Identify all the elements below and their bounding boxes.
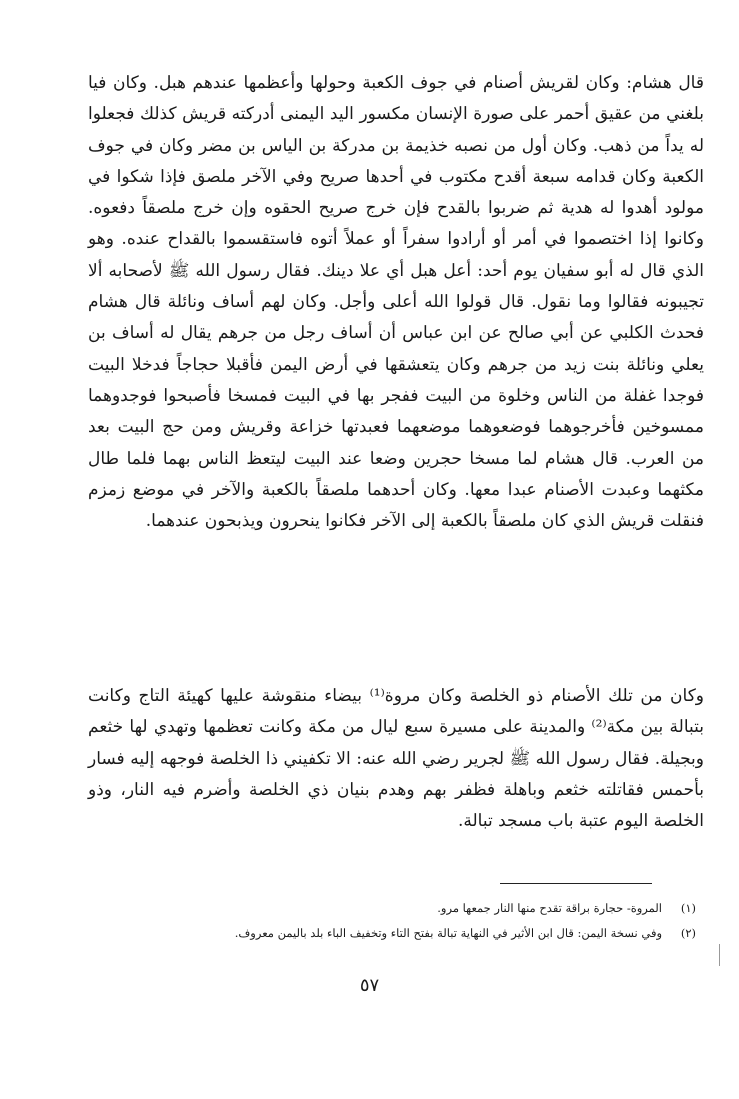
footnote-text: وفي نسخة اليمن: قال ابن الأثير في النهاية تبالة بفتح التاء وتخفيف الباء بلد باليمن معروف. bbox=[234, 926, 662, 940]
footnote-1 bbox=[88, 896, 696, 921]
body-paragraph-1: قال هشام: وكان لقريش أصنام في جوف الكعبة وحولها وأعظمها عندهم هبل. وكان فيا بلغني من عقيق أحمر على صورة الإنسان مكسور اليد اليمنى أدركته قريش كذلك فجعلوا له يداً من ذهب. وكان أول من نصبه خذيمة بن مدركة بن الياس بن مضر وكان في جوف الكعبة وكان قدامه سبعة أقدح مكتوب في أحدها صريح وفي الآخر ملصق فإذا شكوا في مولود أهدوا له هدية ثم ضربوا بالقدح فإن خرج صريح الحقوه وإن خرج ملصقاً دفعوه. وكانوا إذا اختصموا في أمر أو أرادوا سفراً أو عملاً أتوه فاستقسموا بالقداح عنده. وهو الذي قال له أبو سفيان يوم أحد: أعل هبل أي علا دينك. فقال رسول الله ﷺ لأصحابه ألا تجيبونه فقالوا وما نقول. قال قولوا الله أعلى وأجل. وكان لهم أساف ونائلة قال هشام فحدث الكلبي عن أبي صالح عن ابن عباس أن أساف رجل من جرهم يقال له أساف بن يعلي ونائلة بنت زيد من جرهم وكان يتعشقها في أرض اليمن فأقبلا حجاجاً فدخلا البيت فوجدا غفلة من الناس وخلوة من البيت ففجر بها في البيت فمسخا فأصبحوا فوجدوهما ممسوخين فأخرجوهما فوضعوهما موضعهما فعبدتها خزاعة وقريش ومن حج البيت بعد من العرب. قال هشام لما مسخا حجرين وضعا عند البيت ليتعظ الناس بهما فلما طال مكثهما وعبدت الأصنام عبدا معها. وكان أحدهما ملصقاً بالكعبة والآخر في موضع زمزم فنقلت قريش الذي كان ملصقاً بالكعبة إلى الآخر فكانوا ينحرون ويذبحون عندهما. bbox=[88, 73, 704, 532]
footnotes bbox=[88, 896, 696, 946]
footnote-number: (١) bbox=[680, 901, 696, 915]
body-paragraph-2: وكان من تلك الأصنام ذو الخلصة وكان مروة⁽¹⁾ بيضاء منقوشة عليها كهيئة التاج وكانت بتبالة بين مكة⁽²⁾ والمدينة على مسيرة سبع ليال من مكة وكانت تعظمها وتهدي لها خثعم وبجيلة. فقال رسول الله ﷺ لجرير رضي الله عنه: الا تكفيني ذا الخلصة فوجهه إليه فسار بأحمس فقاتلته خثعم وباهلة فظفر بهم وهدم بنيان ذي الخلصة وأضرم فيه النار، وذو الخلصة اليوم عتبة باب مسجد تبالة. bbox=[88, 686, 704, 832]
footnote-text: المروة- حجارة براقة تقدح منها النار جمعها مرو. bbox=[437, 901, 662, 915]
footnote-2 bbox=[88, 921, 696, 946]
footnote-number: (٢) bbox=[680, 926, 696, 940]
scan-margin-mark bbox=[719, 944, 720, 966]
footnote-separator bbox=[500, 883, 652, 884]
page-number: ٥٧ bbox=[359, 975, 380, 996]
